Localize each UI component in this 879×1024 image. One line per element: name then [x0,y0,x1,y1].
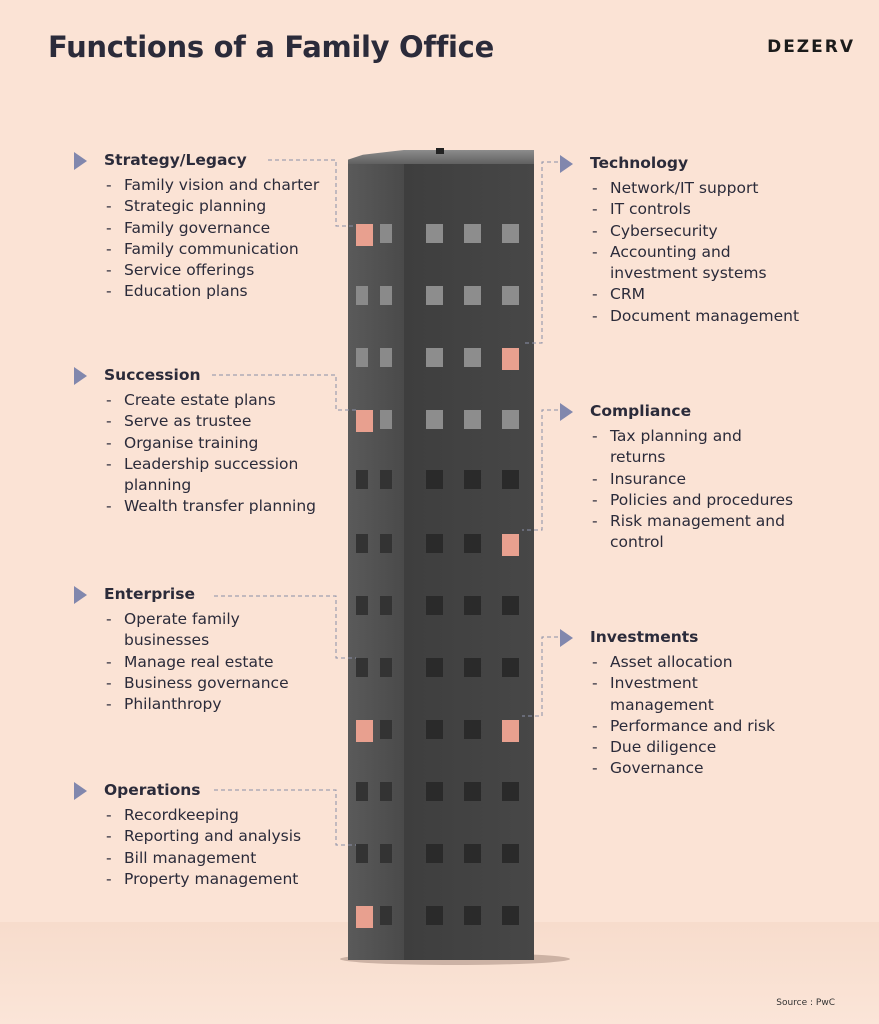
category-item: - Education plans [104,281,319,302]
triangle-arrow-icon [560,629,573,647]
category-item-list [104,175,319,303]
connector-compliance [522,410,558,530]
category-heading: Investments [590,628,699,646]
category-item-list [590,426,793,554]
category-succession [104,365,316,518]
category-item: - Document management [590,306,799,327]
category-item: - Investment management [590,673,775,716]
category-item-list [104,805,301,890]
category-item: - Organise training [104,433,316,454]
category-item: - Operate family businesses [104,609,289,652]
category-item: - Tax planning and returns [590,426,793,469]
category-item-list [104,390,316,518]
category-item: - Reporting and analysis [104,826,301,847]
category-heading: Technology [590,154,689,172]
category-item: - IT controls [590,199,799,220]
category-item-list [104,609,289,715]
category-item: - Accounting and investment systems [590,242,799,285]
category-item: - Policies and procedures [590,490,793,511]
category-compliance [590,401,793,554]
category-item: - Cybersecurity [590,221,799,242]
category-technology [590,153,799,327]
category-operations [104,780,301,890]
triangle-arrow-icon [74,367,87,385]
triangle-arrow-icon [560,155,573,173]
category-item: - Due diligence [590,737,775,758]
triangle-arrow-icon [74,586,87,604]
category-strategy-legacy [104,150,319,303]
category-item: - Insurance [590,469,793,490]
category-item: - Asset allocation [590,652,775,673]
category-item: - Create estate plans [104,390,316,411]
category-heading: Operations [104,781,201,799]
category-heading: Compliance [590,402,692,420]
brand-logo: DEZERV [767,37,855,57]
category-heading: Succession [104,366,201,384]
category-item: - Serve as trustee [104,411,316,432]
category-item: - Performance and risk [590,716,775,737]
category-item: - Leadership succession planning [104,454,316,497]
category-item: - Manage real estate [104,652,289,673]
category-item: - Family governance [104,218,319,239]
category-item-list [590,652,775,780]
category-item: - Property management [104,869,301,890]
category-investments [590,627,775,780]
category-item: - Strategic planning [104,196,319,217]
triangle-arrow-icon [560,403,573,421]
category-enterprise [104,584,289,715]
triangle-arrow-icon [74,152,87,170]
category-item: - Network/IT support [590,178,799,199]
triangle-arrow-icon [74,782,87,800]
category-item: - CRM [590,284,799,305]
source-note: Source : PwC [776,998,835,1008]
category-heading: Strategy/Legacy [104,151,247,169]
connector-technology [522,162,558,343]
category-item: - Governance [590,758,775,779]
category-item: - Bill management [104,848,301,869]
category-item: - Family communication [104,239,319,260]
category-item: - Business governance [104,673,289,694]
page-title: Functions of a Family Office [48,30,494,64]
category-item: - Service offerings [104,260,319,281]
connector-investments [522,637,558,716]
category-heading: Enterprise [104,585,195,603]
category-item: - Recordkeeping [104,805,301,826]
category-item-list [590,178,799,327]
category-item: - Family vision and charter [104,175,319,196]
category-item: - Risk management and control [590,511,793,554]
category-item: - Philanthropy [104,694,289,715]
category-item: - Wealth transfer planning [104,496,316,517]
